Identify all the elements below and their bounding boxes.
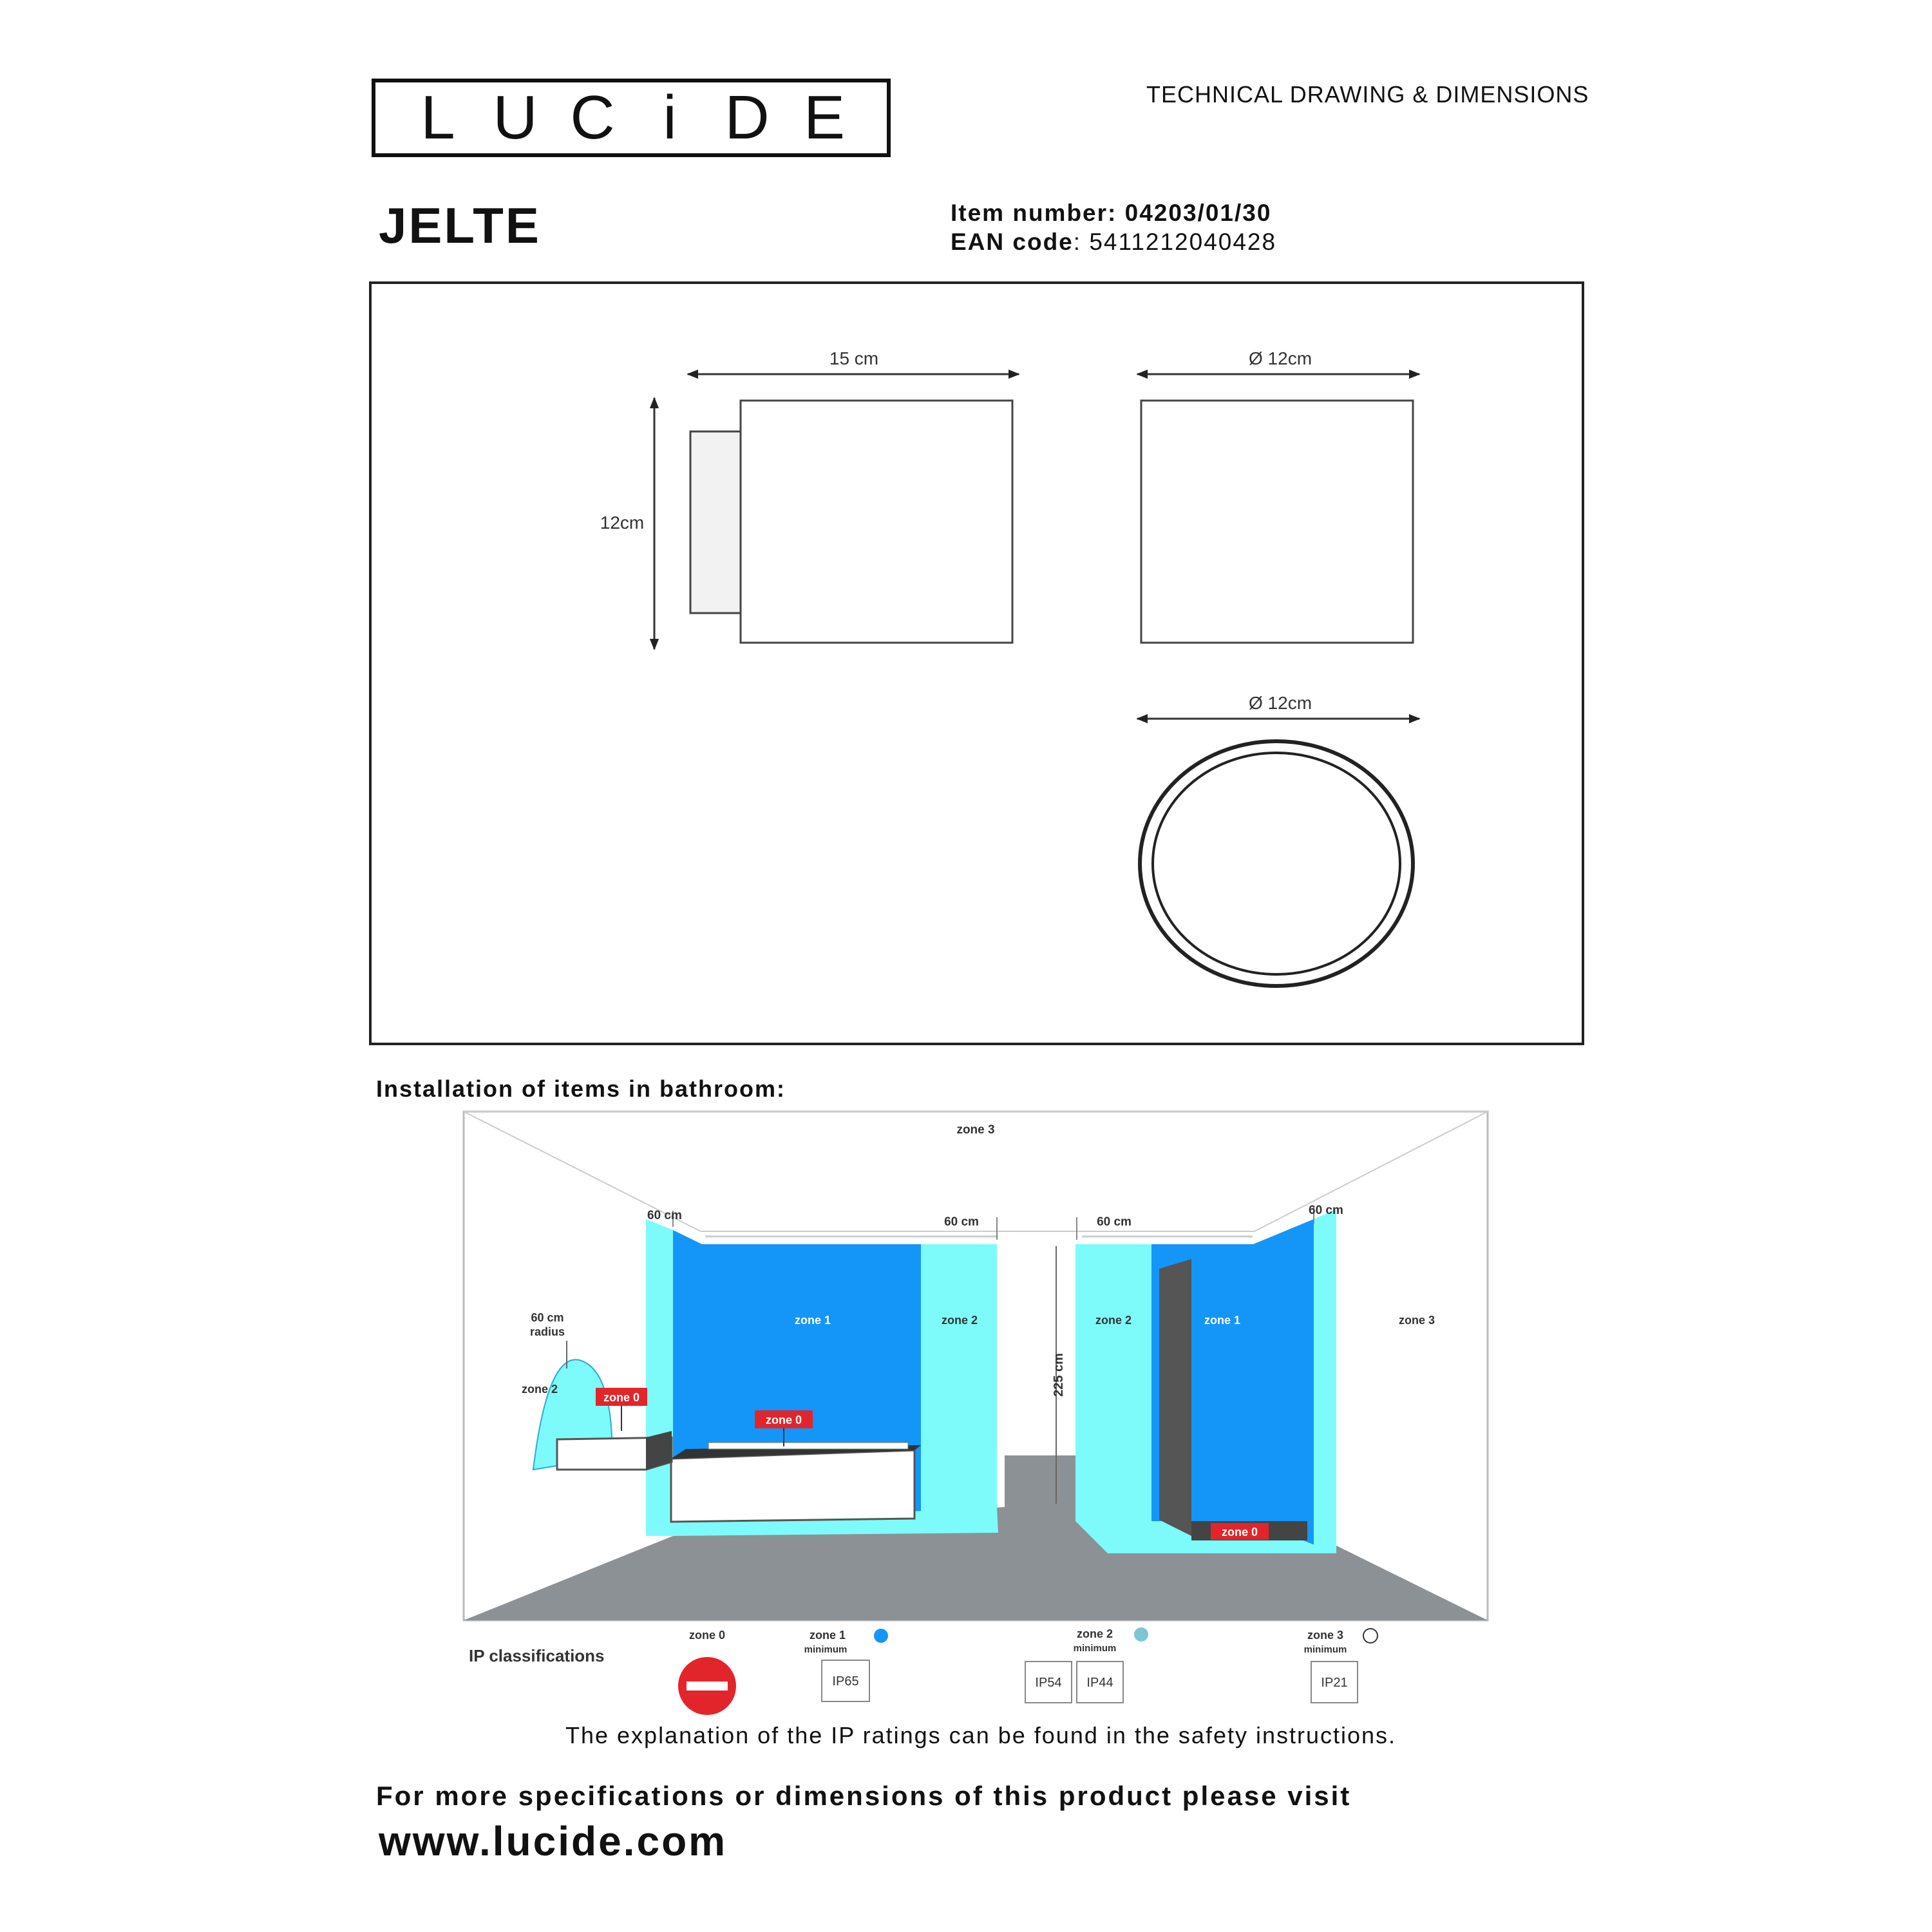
zone2-right-strip — [1314, 1209, 1336, 1553]
logo-letter-1: L — [421, 83, 455, 152]
logo-letter-6: E — [803, 83, 846, 152]
ip-title: IP classifications — [469, 1646, 605, 1665]
ip-zone3-label: zone 3 — [1307, 1629, 1344, 1642]
front-diameter-label: Ø 12cm — [1248, 348, 1312, 368]
shower-glass-panel — [1159, 1259, 1191, 1536]
logo-letter-4: i — [663, 83, 677, 152]
ip-zone1-label: zone 1 — [809, 1629, 846, 1642]
dim-60-right: 60 cm — [1309, 1204, 1343, 1217]
zone3-right-label: zone 3 — [1398, 1314, 1435, 1327]
zone2-color-dot — [1134, 1627, 1148, 1642]
zone2-sink-label: zone 2 — [521, 1383, 558, 1396]
ip65-label: IP65 — [832, 1674, 859, 1689]
ean-value: 5411212040428 — [1089, 229, 1277, 255]
zone2-bath-label: zone 2 — [941, 1314, 978, 1327]
dim-60-left: 60 cm — [647, 1209, 682, 1222]
item-number-value: 04203/01/30 — [1124, 200, 1272, 226]
ip21-label: IP21 — [1321, 1676, 1348, 1690]
zone2-bath-wall — [921, 1244, 997, 1513]
ip44-label: IP44 — [1086, 1676, 1113, 1690]
more-info-text: For more specifications or dimensions of this product please visit — [376, 1781, 1352, 1811]
document-type: TECHNICAL DRAWING & DIMENSIONS — [1146, 81, 1589, 108]
bathtub-basin — [708, 1443, 908, 1449]
product-name: JELTE — [379, 197, 541, 254]
logo-letter-5: D — [724, 83, 770, 152]
zone0-sink-label: zone 0 — [603, 1391, 640, 1404]
top-diameter-label: Ø 12cm — [1248, 693, 1312, 713]
zone1-color-dot — [874, 1629, 888, 1643]
side-width-label: 15 cm — [829, 348, 879, 368]
zone2-shower-label: zone 2 — [1095, 1314, 1132, 1327]
ip-zone1-min: minimum — [804, 1644, 848, 1655]
logo-letter-2: U — [493, 83, 538, 152]
item-number-label: Item number — [951, 200, 1108, 226]
no-entry-bar — [687, 1681, 728, 1690]
zone1-bath-label: zone 1 — [794, 1314, 831, 1327]
ip-zone0-label: zone 0 — [688, 1629, 726, 1642]
zone1-right-wall — [1253, 1219, 1314, 1546]
radius-label-1: 60 cm — [531, 1311, 564, 1324]
ean-code-line: EAN code: 5411212040428 — [951, 229, 1277, 255]
dim-60-mid-left: 60 cm — [944, 1215, 979, 1229]
website-link[interactable]: www.lucide.com — [379, 1818, 728, 1864]
item-number-line: Item number: 04203/01/30 — [951, 200, 1272, 226]
zone3-top-label: zone 3 — [956, 1123, 995, 1137]
ip-zone2-label: zone 2 — [1076, 1627, 1113, 1640]
ip54-label: IP54 — [1035, 1676, 1062, 1690]
bathroom-section-title: Installation of items in bathroom: — [376, 1075, 786, 1102]
ip-zone2-min: minimum — [1073, 1643, 1117, 1654]
zone2-shower-wall — [1075, 1244, 1151, 1521]
logo-letter-3: C — [570, 83, 615, 152]
side-height-label: 12cm — [600, 513, 645, 533]
zone2-left-strip — [646, 1219, 673, 1536]
zone1-shower-label: zone 1 — [1204, 1314, 1241, 1327]
ip-classifications — [469, 1627, 1378, 1715]
radius-label-2: radius — [529, 1325, 565, 1338]
zone3-color-dot — [1363, 1629, 1378, 1643]
ip-ratings-note: The explanation of the IP ratings can be found in the safety instructions. — [565, 1722, 1397, 1748]
ean-label: EAN code — [951, 229, 1074, 255]
zone0-bath-label: zone 0 — [765, 1414, 802, 1426]
ip-zone3-min: minimum — [1303, 1644, 1347, 1655]
height-dimension-label: 225 cm — [1052, 1353, 1066, 1397]
dim-60-mid-right: 60 cm — [1097, 1215, 1132, 1229]
bathtub — [671, 1450, 914, 1522]
zone0-shower-label: zone 0 — [1221, 1526, 1258, 1539]
